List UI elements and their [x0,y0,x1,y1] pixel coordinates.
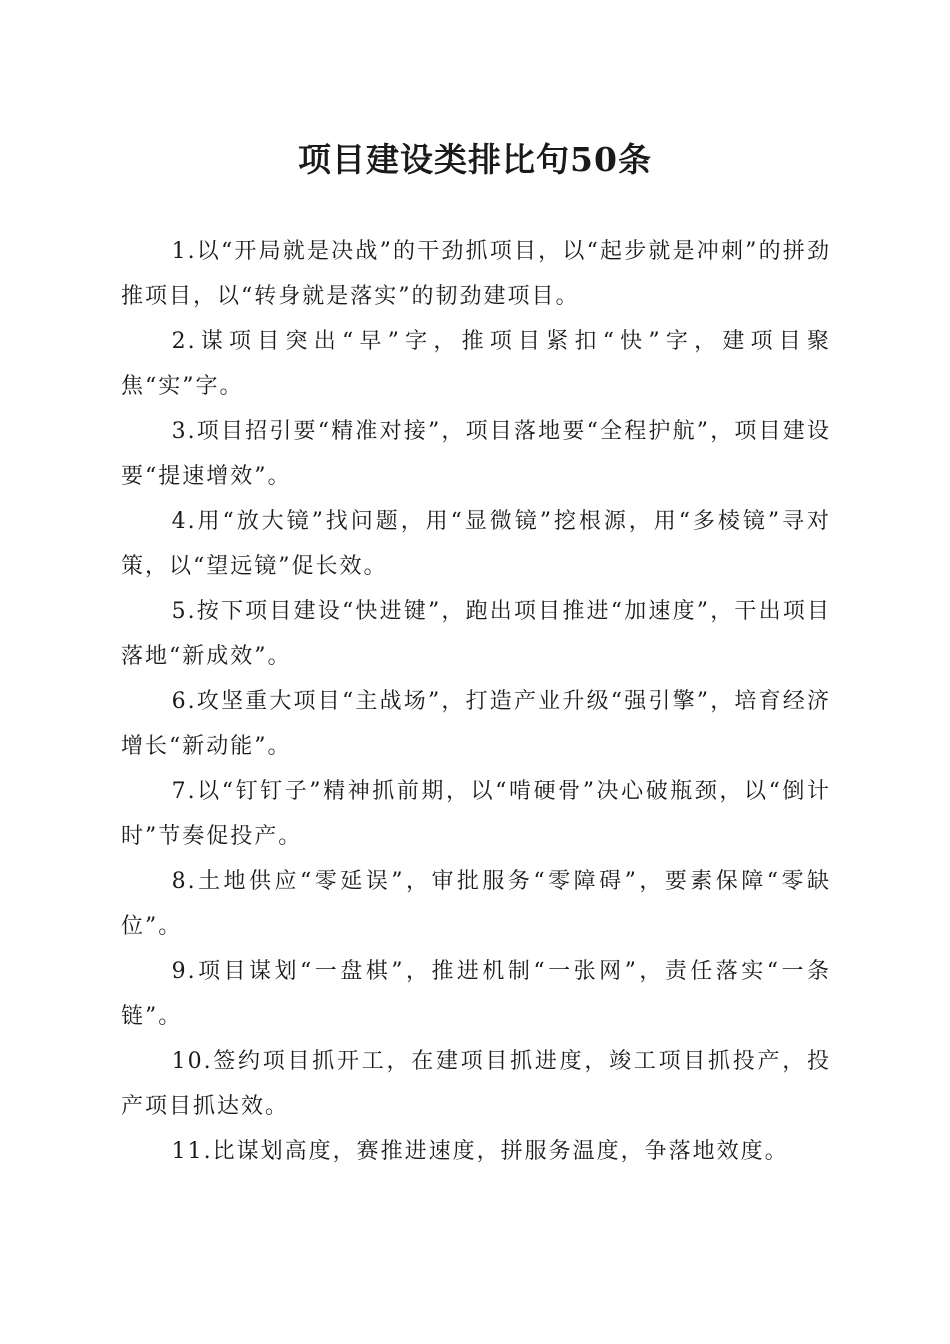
list-item: 3.项目招引要“精准对接”，项目落地要“全程护航”，项目建设要“提速增效”。 [121,419,831,489]
document-title: 项目建设类排比句50条 [298,140,652,179]
list-item: 11.比谋划高度，赛推进速度，拼服务温度，争落地效度。 [171,1139,789,1164]
list-item: 9.项目谋划“一盘棋”，推进机制“一张网”，责任落实“一条链”。 [121,959,831,1029]
list-item: 10.签约项目抓开工，在建项目抓进度，竣工项目抓投产，投产项目抓达效。 [121,1049,831,1119]
list-item: 2.谋项目突出“早”字，推项目紧扣“快”字，建项目聚焦“实”字。 [121,329,831,399]
list-item: 4.用“放大镜”找问题，用“显微镜”挖根源，用“多棱镜”寻对策，以“望远镜”促长效。 [121,509,831,579]
list-item: 7.以“钉钉子”精神抓前期，以“啃硬骨”决心破瓶颈，以“倒计时”节奏促投产。 [121,779,831,849]
list-item: 5.按下项目建设“快进键”，跑出项目推进“加速度”，干出项目落地“新成效”。 [121,599,831,669]
list-item: 1.以“开局就是决战”的干劲抓项目，以“起步就是冲刺”的拼劲推项目，以“转身就是落实”的韧劲建项目。 [121,239,831,309]
sentence-list [121,229,831,1174]
list-item: 8.土地供应“零延误”，审批服务“零障碍”，要素保障“零缺位”。 [121,869,831,939]
list-item: 6.攻坚重大项目“主战场”，打造产业升级“强引擎”，培育经济增长“新动能”。 [121,689,831,759]
